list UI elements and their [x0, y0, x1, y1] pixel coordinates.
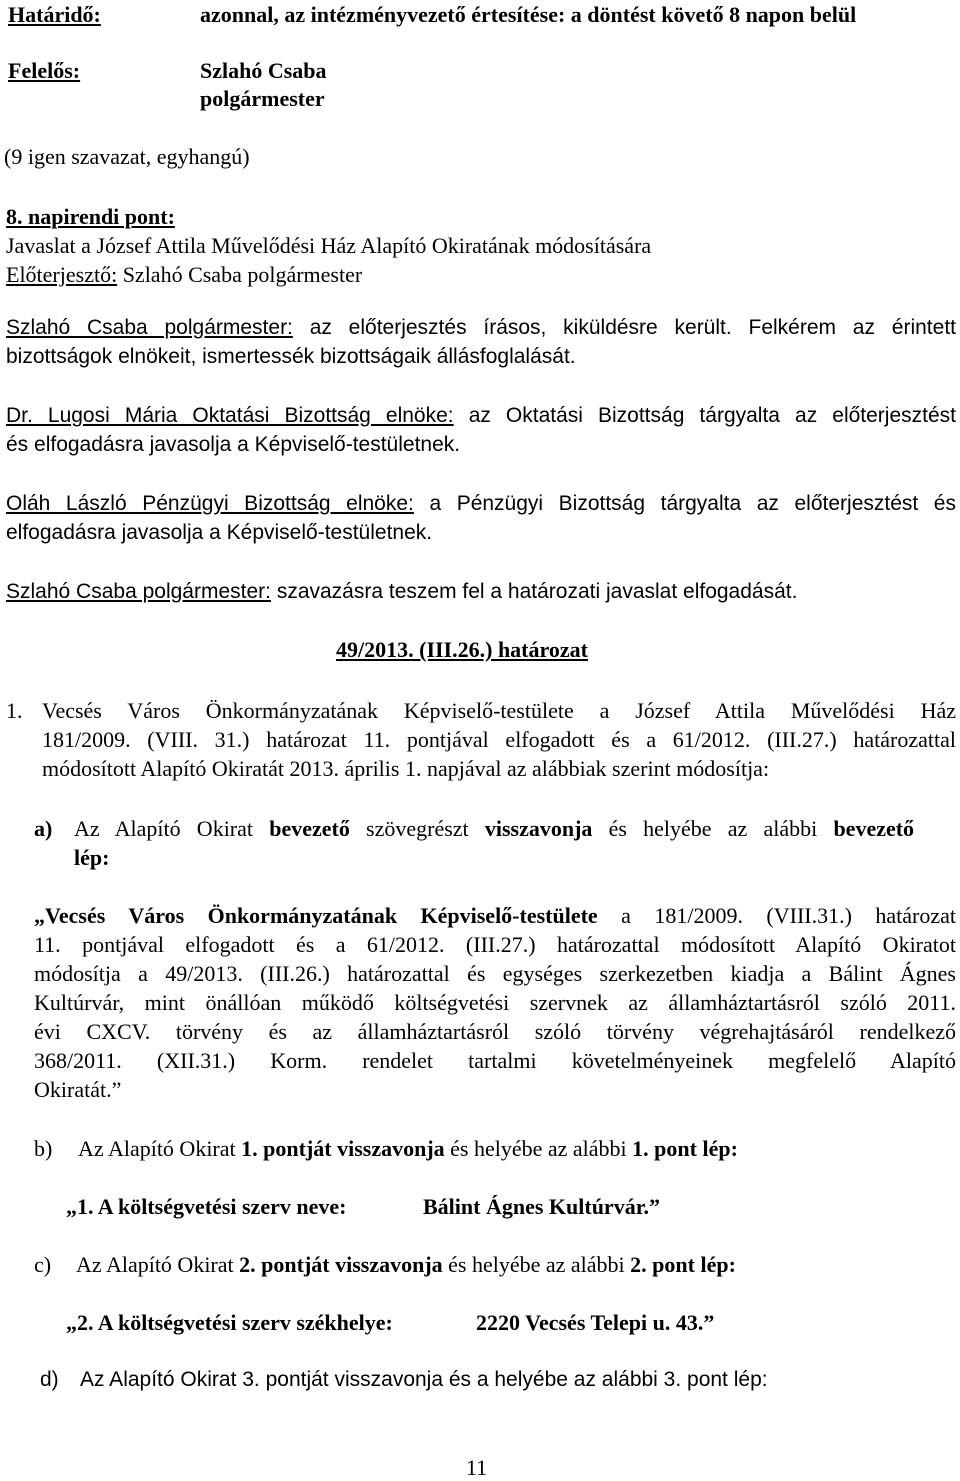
quote-line4: Kultúrvár, mint önállóan működő költségvetési szervnek az államháztartásról szóló 2011.	[34, 990, 956, 1015]
item-a-line1: Az Alapító Okirat bevezető szövegrészt visszavonja és helyébe az alábbi bevezető	[74, 816, 915, 841]
vote-result: (9 igen szavazat, egyhangú)	[4, 144, 250, 169]
speaker-mayor: Szlahó Csaba polgármester:	[6, 580, 271, 603]
item-b-label: b)	[34, 1136, 53, 1161]
minutes-p3-line1: Oláh László Pénzügyi Bizottság elnöke: a Pénzügyi Bizottság tárgyalta az előterjesztést és	[6, 492, 956, 515]
agenda-heading: 8. napirendi pont:	[6, 204, 175, 229]
minutes-p2-line1: Dr. Lugosi Mária Oktatási Bizottság elnöke: az Oktatási Bizottság tárgyalta az előterjesztést	[6, 404, 956, 427]
agenda-title: Javaslat a József Attila Művelődési Ház Alapító Okiratának módosítására	[6, 233, 652, 258]
item-c-line: Az Alapító Okirat 2. pontját visszavonja és helyébe az alábbi 2. pont lép:	[76, 1252, 736, 1277]
item-a-line2: lép:	[74, 845, 110, 870]
quote-line1: „Vecsés Város Önkormányzatának Képviselő-testülete a 181/2009. (VIII.31.) határozat	[34, 903, 956, 928]
responsible-label: Felelős:	[8, 58, 81, 83]
presenter-label: Előterjesztő:	[6, 262, 118, 287]
item-c-quote-value: 2220 Vecsés Telepi u. 43.”	[476, 1310, 715, 1335]
speaker-mayor: Szlahó Csaba polgármester:	[6, 316, 293, 339]
minutes-p4: Szlahó Csaba polgármester: szavazásra teszem fel a határozati javaslat elfogadását.	[6, 580, 798, 603]
quote-line3: módosítja a 49/2013. (III.26.) határozattal és egységes szerkezetben kiadja a Bálint Ágnes	[34, 961, 956, 986]
item-d-label: d)	[40, 1368, 59, 1391]
responsible-name: Szlahó Csaba	[200, 58, 327, 83]
presenter-value: Szlahó Csaba polgármester	[122, 262, 363, 287]
resolution-number: 49/2013. (III.26.) határozat	[336, 637, 588, 662]
item1-line3: módosított Alapító Okiratát 2013. április 1. napjával az alábbiak szerint módosítja:	[42, 756, 770, 781]
minutes-p2-line2: és elfogadásra javasolja a Képviselő-testületnek.	[6, 433, 461, 456]
item-d-line: Az Alapító Okirat 3. pontját visszavonja és a helyébe az alábbi 3. pont lép:	[80, 1368, 768, 1391]
responsible-title: polgármester	[200, 86, 325, 111]
presenter-line	[6, 262, 362, 288]
item-b-quote-label: „1. A költségvetési szerv neve:	[66, 1194, 347, 1219]
item-b-quote-value: Bálint Ágnes Kultúrvár.”	[423, 1194, 660, 1219]
quote-line7: Okiratát.”	[34, 1077, 122, 1102]
quote-line5: évi CXCV. törvény és az államháztartásról szóló törvény végrehajtásáról rendelkező	[34, 1019, 956, 1044]
item1-line2: 181/2009. (VIII. 31.) határozat 11. pontjával elfogadott és a 61/2012. (III.27.) határozattal	[42, 727, 956, 752]
item-a-label: a)	[34, 816, 53, 841]
item-c-quote-label: „2. A költségvetési szerv székhelye:	[66, 1310, 393, 1335]
quote-line6: 368/2011. (XII.31.) Korm. rendelet tartalmi követelményeinek megfelelő Alapító	[34, 1048, 956, 1073]
item1-line1: Vecsés Város Önkormányzatának Képviselő-testülete a József Attila Művelődési Ház	[42, 698, 956, 723]
speaker-finance-chair: Oláh László Pénzügyi Bizottság elnöke:	[6, 492, 414, 515]
deadline-value: azonnal, az intézményvezető értesítése: a döntést követő 8 napon belül	[200, 2, 857, 27]
speaker-education-chair: Dr. Lugosi Mária Oktatási Bizottság elnöke:	[6, 404, 454, 427]
item-b-line: Az Alapító Okirat 1. pontját visszavonja és helyébe az alábbi 1. pont lép:	[78, 1136, 738, 1161]
minutes-p1-line2: bizottságok elnökeit, ismertessék bizottságaik állásfoglalását.	[6, 345, 576, 368]
item1-num: 1.	[6, 698, 23, 723]
minutes-p1-line1: Szlahó Csaba polgármester: az előterjesztés írásos, kiküldésre került. Felkérem az érintett	[6, 316, 956, 339]
page-number: 11	[466, 1455, 488, 1480]
minutes-p3-line2: elfogadásra javasolja a Képviselő-testületnek.	[6, 521, 433, 544]
deadline-label: Határidő:	[8, 2, 101, 27]
quote-line2: 11. pontjával elfogadott és a 61/2012. (III.27.) határozattal módosított Alapító Okiratot	[34, 932, 956, 957]
item-c-label: c)	[34, 1252, 52, 1277]
